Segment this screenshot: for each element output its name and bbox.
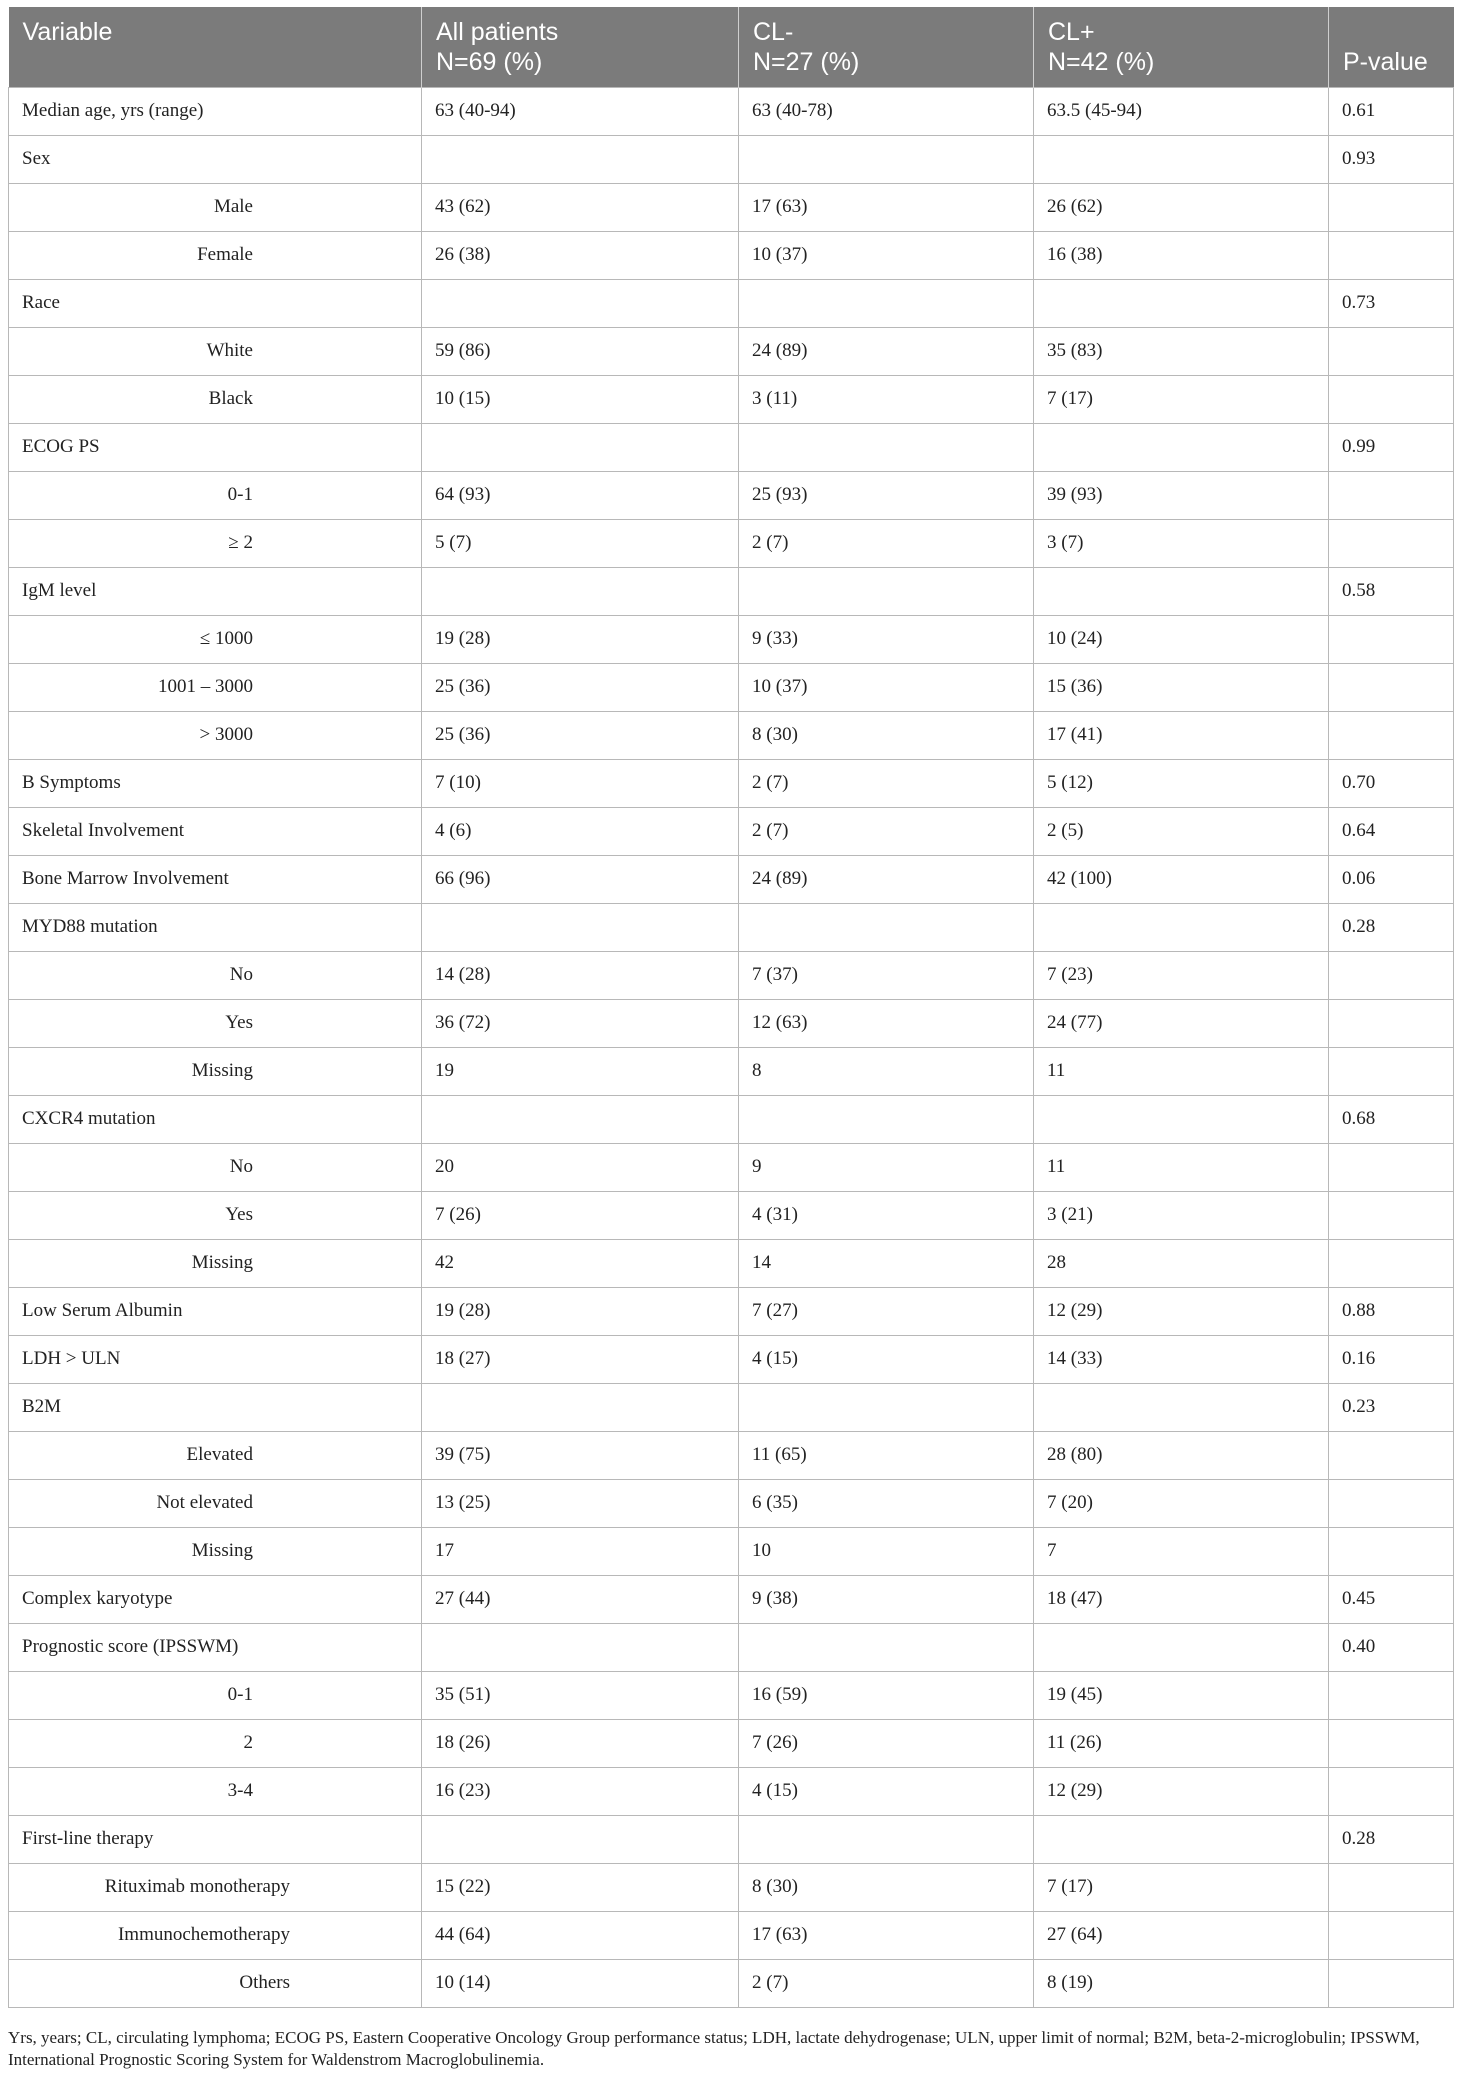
cl-negative-cell: 25 (93) <box>739 471 1034 519</box>
p-value-cell: 0.64 <box>1329 807 1454 855</box>
cl-negative-cell: 8 (30) <box>739 1863 1034 1911</box>
cl-negative-cell: 2 (7) <box>739 1959 1034 2007</box>
cl-negative-cell: 7 (27) <box>739 1287 1034 1335</box>
all-patients-cell: 10 (14) <box>422 1959 739 2007</box>
all-patients-cell <box>422 1623 739 1671</box>
cl-positive-cell: 19 (45) <box>1034 1671 1329 1719</box>
cl-negative-cell <box>739 135 1034 183</box>
all-patients-cell <box>422 279 739 327</box>
p-value-cell <box>1329 1143 1454 1191</box>
p-value-cell <box>1329 1959 1454 2007</box>
p-value-cell <box>1329 471 1454 519</box>
cl-negative-cell: 9 (33) <box>739 615 1034 663</box>
cl-positive-cell: 15 (36) <box>1034 663 1329 711</box>
p-value-cell <box>1329 1671 1454 1719</box>
table-row <box>9 279 1454 327</box>
variable-cell: Sex <box>9 135 422 183</box>
cl-negative-cell: 4 (15) <box>739 1767 1034 1815</box>
cl-positive-cell: 7 (20) <box>1034 1479 1329 1527</box>
cl-negative-cell <box>739 567 1034 615</box>
cl-positive-cell: 10 (24) <box>1034 615 1329 663</box>
p-value-cell: 0.28 <box>1329 1815 1454 1863</box>
cl-negative-cell: 7 (26) <box>739 1719 1034 1767</box>
cl-negative-cell <box>739 1623 1034 1671</box>
cl-positive-cell: 5 (12) <box>1034 759 1329 807</box>
all-patients-cell: 14 (28) <box>422 951 739 999</box>
cl-negative-cell <box>739 279 1034 327</box>
variable-cell: B2M <box>9 1383 422 1431</box>
variable-cell: CXCR4 mutation <box>9 1095 422 1143</box>
cl-positive-cell: 2 (5) <box>1034 807 1329 855</box>
table-row <box>9 1767 1454 1815</box>
table-row <box>9 1431 1454 1479</box>
all-patients-cell <box>422 1095 739 1143</box>
variable-cell: Not elevated <box>9 1479 422 1527</box>
table-row <box>9 327 1454 375</box>
cl-negative-cell <box>739 903 1034 951</box>
table-row <box>9 423 1454 471</box>
all-patients-cell <box>422 1383 739 1431</box>
cl-positive-cell <box>1034 1095 1329 1143</box>
all-patients-cell: 19 <box>422 1047 739 1095</box>
all-patients-cell: 19 (28) <box>422 615 739 663</box>
cl-positive-cell: 28 (80) <box>1034 1431 1329 1479</box>
all-patients-cell: 26 (38) <box>422 231 739 279</box>
header-variable: Variable <box>9 7 422 87</box>
cl-negative-cell: 10 (37) <box>739 231 1034 279</box>
cl-positive-cell: 11 <box>1034 1047 1329 1095</box>
p-value-cell <box>1329 663 1454 711</box>
variable-cell: 2 <box>9 1719 422 1767</box>
variable-cell: Prognostic score (IPSSWM) <box>9 1623 422 1671</box>
table-row <box>9 1623 1454 1671</box>
p-value-cell <box>1329 183 1454 231</box>
table-row <box>9 1287 1454 1335</box>
variable-cell: No <box>9 1143 422 1191</box>
table-row <box>9 1479 1454 1527</box>
variable-cell: 3-4 <box>9 1767 422 1815</box>
table-row <box>9 1959 1454 2007</box>
cl-negative-cell: 6 (35) <box>739 1479 1034 1527</box>
variable-cell: ≤ 1000 <box>9 615 422 663</box>
cl-negative-cell: 24 (89) <box>739 327 1034 375</box>
variable-cell: Yes <box>9 999 422 1047</box>
all-patients-cell <box>422 135 739 183</box>
variable-cell: Black <box>9 375 422 423</box>
cl-positive-cell: 24 (77) <box>1034 999 1329 1047</box>
cl-negative-cell: 2 (7) <box>739 759 1034 807</box>
cl-negative-cell: 11 (65) <box>739 1431 1034 1479</box>
cl-positive-cell <box>1034 1623 1329 1671</box>
p-value-cell: 0.99 <box>1329 423 1454 471</box>
cl-negative-cell: 12 (63) <box>739 999 1034 1047</box>
cl-positive-cell <box>1034 903 1329 951</box>
all-patients-cell: 59 (86) <box>422 327 739 375</box>
variable-cell: Yes <box>9 1191 422 1239</box>
cl-negative-cell: 17 (63) <box>739 183 1034 231</box>
table-row <box>9 1671 1454 1719</box>
variable-cell: Bone Marrow Involvement <box>9 855 422 903</box>
cl-negative-cell: 2 (7) <box>739 519 1034 567</box>
cl-positive-cell: 3 (7) <box>1034 519 1329 567</box>
variable-cell: 1001 – 3000 <box>9 663 422 711</box>
p-value-cell <box>1329 1911 1454 1959</box>
p-value-cell: 0.16 <box>1329 1335 1454 1383</box>
cl-negative-cell <box>739 423 1034 471</box>
cl-negative-cell: 4 (31) <box>739 1191 1034 1239</box>
all-patients-cell <box>422 423 739 471</box>
all-patients-cell: 66 (96) <box>422 855 739 903</box>
cl-positive-cell <box>1034 1815 1329 1863</box>
all-patients-cell: 43 (62) <box>422 183 739 231</box>
all-patients-cell <box>422 903 739 951</box>
variable-cell: 0-1 <box>9 471 422 519</box>
cl-positive-cell: 35 (83) <box>1034 327 1329 375</box>
header-p-value: P-value <box>1329 7 1454 87</box>
all-patients-cell: 63 (40-94) <box>422 87 739 135</box>
variable-cell: First-line therapy <box>9 1815 422 1863</box>
variable-cell: IgM level <box>9 567 422 615</box>
header-all-patients: All patients N=69 (%) <box>422 7 739 87</box>
table-row <box>9 375 1454 423</box>
p-value-cell <box>1329 1863 1454 1911</box>
table-row <box>9 1719 1454 1767</box>
characteristics-table-container <box>8 7 1453 2008</box>
cl-negative-cell: 24 (89) <box>739 855 1034 903</box>
table-row <box>9 663 1454 711</box>
cl-positive-cell <box>1034 423 1329 471</box>
cl-negative-cell: 7 (37) <box>739 951 1034 999</box>
p-value-cell <box>1329 1239 1454 1287</box>
cl-negative-cell: 14 <box>739 1239 1034 1287</box>
variable-cell: MYD88 mutation <box>9 903 422 951</box>
table-row <box>9 135 1454 183</box>
all-patients-cell: 4 (6) <box>422 807 739 855</box>
cl-negative-cell: 9 <box>739 1143 1034 1191</box>
all-patients-cell: 18 (27) <box>422 1335 739 1383</box>
variable-cell: ≥ 2 <box>9 519 422 567</box>
cl-positive-cell: 8 (19) <box>1034 1959 1329 2007</box>
p-value-cell <box>1329 999 1454 1047</box>
table-row <box>9 903 1454 951</box>
p-value-cell: 0.58 <box>1329 567 1454 615</box>
cl-positive-cell: 3 (21) <box>1034 1191 1329 1239</box>
cl-positive-cell: 11 (26) <box>1034 1719 1329 1767</box>
p-value-cell <box>1329 1767 1454 1815</box>
variable-cell: 0-1 <box>9 1671 422 1719</box>
all-patients-cell <box>422 1815 739 1863</box>
table-row <box>9 183 1454 231</box>
p-value-cell <box>1329 615 1454 663</box>
variable-cell: Median age, yrs (range) <box>9 87 422 135</box>
p-value-cell <box>1329 1479 1454 1527</box>
p-value-cell <box>1329 1719 1454 1767</box>
header-row <box>9 7 1454 87</box>
table-row <box>9 1047 1454 1095</box>
variable-cell: B Symptoms <box>9 759 422 807</box>
cl-negative-cell: 8 <box>739 1047 1034 1095</box>
variable-cell: > 3000 <box>9 711 422 759</box>
variable-cell: Missing <box>9 1527 422 1575</box>
cl-positive-cell <box>1034 135 1329 183</box>
all-patients-cell: 7 (10) <box>422 759 739 807</box>
p-value-cell <box>1329 231 1454 279</box>
all-patients-cell: 44 (64) <box>422 1911 739 1959</box>
cl-negative-cell: 17 (63) <box>739 1911 1034 1959</box>
variable-cell: Rituximab monotherapy <box>9 1863 422 1911</box>
cl-positive-cell: 18 (47) <box>1034 1575 1329 1623</box>
table-footnote: Yrs, years; CL, circulating lymphoma; ECOG PS, Eastern Cooperative Oncology Group performance status; LDH, lactate dehydrogenase; ULN, upper limit of normal; B2M, beta-2-microglobulin; IPSSWM, International Prognostic Scoring System for Waldenstrom Macroglobulinemia. <box>8 2028 1420 2069</box>
variable-cell: Skeletal Involvement <box>9 807 422 855</box>
cl-positive-cell: 7 (23) <box>1034 951 1329 999</box>
cl-negative-cell <box>739 1095 1034 1143</box>
all-patients-cell: 19 (28) <box>422 1287 739 1335</box>
table-row <box>9 1575 1454 1623</box>
variable-cell: No <box>9 951 422 999</box>
p-value-cell <box>1329 1047 1454 1095</box>
cl-positive-cell: 12 (29) <box>1034 1287 1329 1335</box>
cl-positive-cell <box>1034 1383 1329 1431</box>
cl-positive-cell: 16 (38) <box>1034 231 1329 279</box>
all-patients-cell: 35 (51) <box>422 1671 739 1719</box>
header-cl-negative: CL- N=27 (%) <box>739 7 1034 87</box>
p-value-cell: 0.28 <box>1329 903 1454 951</box>
cl-positive-cell: 11 <box>1034 1143 1329 1191</box>
cl-positive-cell: 12 (29) <box>1034 1767 1329 1815</box>
cl-negative-cell: 10 <box>739 1527 1034 1575</box>
p-value-cell: 0.40 <box>1329 1623 1454 1671</box>
all-patients-cell: 25 (36) <box>422 663 739 711</box>
cl-positive-cell: 39 (93) <box>1034 471 1329 519</box>
cl-negative-cell: 16 (59) <box>739 1671 1034 1719</box>
table-row <box>9 1095 1454 1143</box>
p-value-cell <box>1329 1191 1454 1239</box>
p-value-cell: 0.23 <box>1329 1383 1454 1431</box>
all-patients-cell: 64 (93) <box>422 471 739 519</box>
cl-positive-cell: 17 (41) <box>1034 711 1329 759</box>
patient-characteristics-table <box>8 7 1454 2008</box>
cl-negative-cell: 8 (30) <box>739 711 1034 759</box>
table-row <box>9 1191 1454 1239</box>
p-value-cell: 0.68 <box>1329 1095 1454 1143</box>
table-row <box>9 519 1454 567</box>
p-value-cell <box>1329 519 1454 567</box>
variable-cell: Others <box>9 1959 422 2007</box>
table-row <box>9 855 1454 903</box>
p-value-cell: 0.06 <box>1329 855 1454 903</box>
cl-negative-cell: 10 (37) <box>739 663 1034 711</box>
cl-negative-cell <box>739 1815 1034 1863</box>
table-row <box>9 1863 1454 1911</box>
table-row <box>9 1143 1454 1191</box>
table-row <box>9 471 1454 519</box>
all-patients-cell: 13 (25) <box>422 1479 739 1527</box>
cl-negative-cell <box>739 1383 1034 1431</box>
table-row <box>9 1527 1454 1575</box>
p-value-cell <box>1329 1431 1454 1479</box>
variable-cell: ECOG PS <box>9 423 422 471</box>
p-value-cell: 0.70 <box>1329 759 1454 807</box>
all-patients-cell: 39 (75) <box>422 1431 739 1479</box>
table-row <box>9 711 1454 759</box>
all-patients-cell: 18 (26) <box>422 1719 739 1767</box>
table-row <box>9 87 1454 135</box>
p-value-cell: 0.73 <box>1329 279 1454 327</box>
p-value-cell: 0.88 <box>1329 1287 1454 1335</box>
table-header <box>9 7 1454 87</box>
table-row <box>9 999 1454 1047</box>
cl-positive-cell: 14 (33) <box>1034 1335 1329 1383</box>
all-patients-cell: 42 <box>422 1239 739 1287</box>
cl-positive-cell: 63.5 (45-94) <box>1034 87 1329 135</box>
p-value-cell <box>1329 375 1454 423</box>
all-patients-cell: 36 (72) <box>422 999 739 1047</box>
table-row <box>9 1335 1454 1383</box>
variable-cell: Immunochemotherapy <box>9 1911 422 1959</box>
variable-cell: Male <box>9 183 422 231</box>
all-patients-cell: 7 (26) <box>422 1191 739 1239</box>
all-patients-cell: 27 (44) <box>422 1575 739 1623</box>
all-patients-cell: 20 <box>422 1143 739 1191</box>
cl-positive-cell: 26 (62) <box>1034 183 1329 231</box>
cl-positive-cell <box>1034 567 1329 615</box>
table-row <box>9 231 1454 279</box>
table-row <box>9 1911 1454 1959</box>
all-patients-cell: 25 (36) <box>422 711 739 759</box>
variable-cell: Low Serum Albumin <box>9 1287 422 1335</box>
p-value-cell: 0.61 <box>1329 87 1454 135</box>
variable-cell: Complex karyotype <box>9 1575 422 1623</box>
all-patients-cell <box>422 567 739 615</box>
cl-negative-cell: 3 (11) <box>739 375 1034 423</box>
p-value-cell: 0.93 <box>1329 135 1454 183</box>
p-value-cell: 0.45 <box>1329 1575 1454 1623</box>
variable-cell: Race <box>9 279 422 327</box>
cl-negative-cell: 63 (40-78) <box>739 87 1034 135</box>
cl-positive-cell: 27 (64) <box>1034 1911 1329 1959</box>
variable-cell: Female <box>9 231 422 279</box>
table-row <box>9 1815 1454 1863</box>
cl-positive-cell <box>1034 279 1329 327</box>
all-patients-cell: 16 (23) <box>422 1767 739 1815</box>
variable-cell: Missing <box>9 1239 422 1287</box>
cl-positive-cell: 7 <box>1034 1527 1329 1575</box>
cl-positive-cell: 7 (17) <box>1034 1863 1329 1911</box>
all-patients-cell: 17 <box>422 1527 739 1575</box>
cl-positive-cell: 28 <box>1034 1239 1329 1287</box>
table-body <box>9 87 1454 2007</box>
table-row <box>9 759 1454 807</box>
header-cl-positive: CL+ N=42 (%) <box>1034 7 1329 87</box>
cl-negative-cell: 9 (38) <box>739 1575 1034 1623</box>
cl-positive-cell: 42 (100) <box>1034 855 1329 903</box>
p-value-cell <box>1329 327 1454 375</box>
variable-cell: Missing <box>9 1047 422 1095</box>
p-value-cell <box>1329 711 1454 759</box>
table-row <box>9 567 1454 615</box>
table-row <box>9 615 1454 663</box>
all-patients-cell: 10 (15) <box>422 375 739 423</box>
table-row <box>9 1239 1454 1287</box>
table-row <box>9 1383 1454 1431</box>
table-row <box>9 807 1454 855</box>
cl-positive-cell: 7 (17) <box>1034 375 1329 423</box>
variable-cell: White <box>9 327 422 375</box>
table-row <box>9 951 1454 999</box>
variable-cell: LDH > ULN <box>9 1335 422 1383</box>
p-value-cell <box>1329 1527 1454 1575</box>
all-patients-cell: 5 (7) <box>422 519 739 567</box>
p-value-cell <box>1329 951 1454 999</box>
cl-negative-cell: 2 (7) <box>739 807 1034 855</box>
cl-negative-cell: 4 (15) <box>739 1335 1034 1383</box>
variable-cell: Elevated <box>9 1431 422 1479</box>
all-patients-cell: 15 (22) <box>422 1863 739 1911</box>
